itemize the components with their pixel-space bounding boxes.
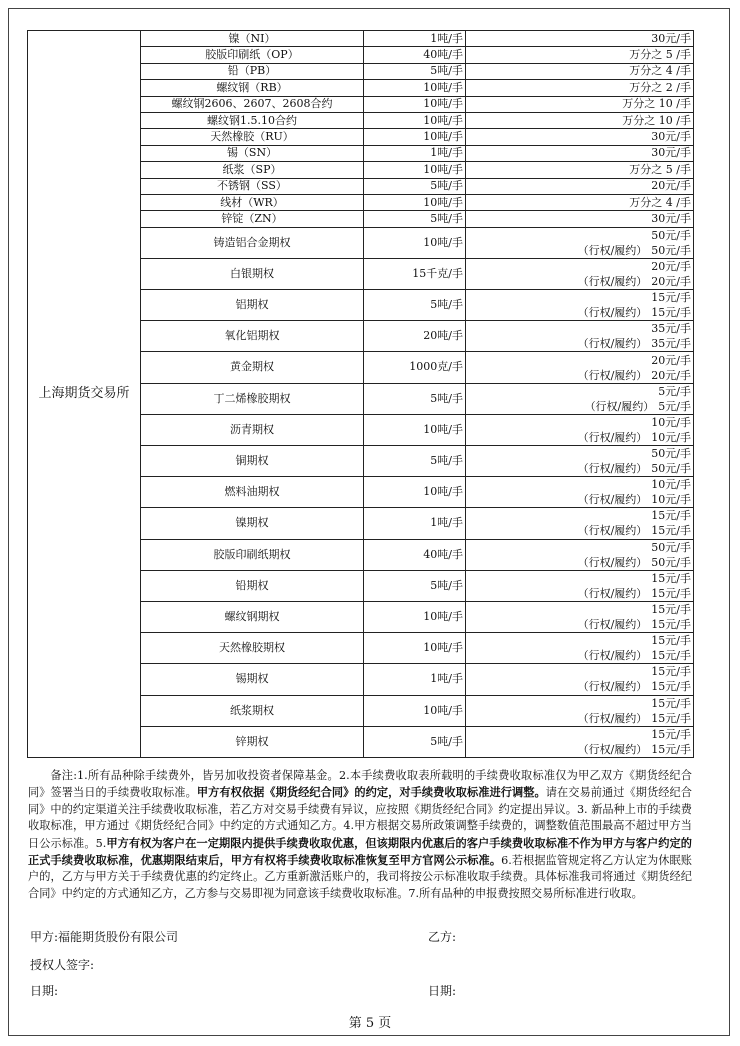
fee-cell <box>466 383 694 414</box>
fee-value: 万分之 4 /手 <box>466 194 694 210</box>
fee-value: 万分之 4 /手 <box>466 63 694 79</box>
fee-line-2 <box>468 305 691 320</box>
product-name: 铅（PB） <box>141 63 364 79</box>
option-name: 铝期权 <box>141 290 364 321</box>
exercise-label: （行权/履约） <box>577 493 648 507</box>
trading-unit: 10吨/手 <box>364 414 466 445</box>
exercise-fee: 10元/手 <box>651 493 691 507</box>
fee-line-1 <box>468 290 691 305</box>
exercise-fee: 15元/手 <box>651 742 691 756</box>
fee-value: 15元/手 <box>651 665 691 679</box>
fee-line-1 <box>468 446 691 461</box>
date-a: 日期: <box>30 984 59 998</box>
remarks-text-2: 请在交易前通过《期货经纪合同》中的约定渠道关注手续费收取标准，若乙方对交易手续费有异议，应按照《期货经纪合同》约定提出异议。3. 新品种上市的手续费收取标准，甲方通过《期货经纪合同》中约定的方式通知乙方。4.甲方根据交易所政策调整手续费的，调整数值范围最高不超过甲方当日公示标准。5. <box>28 786 692 850</box>
fee-value: 10元/手 <box>651 415 691 429</box>
trading-unit: 10吨/手 <box>364 695 466 726</box>
trading-unit: 1000克/手 <box>364 352 466 383</box>
fee-cell <box>466 477 694 508</box>
option-name: 沥青期权 <box>141 414 364 445</box>
exercise-fee: 20元/手 <box>651 274 691 288</box>
exercise-label: （行权/履约） <box>577 742 648 756</box>
exercise-fee: 15元/手 <box>651 711 691 725</box>
fee-line-2 <box>468 648 691 663</box>
trading-unit: 10吨/手 <box>364 194 466 210</box>
fee-line-2 <box>468 492 691 507</box>
option-name: 螺纹钢期权 <box>141 601 364 632</box>
remarks-text-3: 6.若根据监管规定将乙方认定为休眠账户的，乙方与甲方关于手续费优惠的约定终止。乙方重新激活账户的，我司将按公示标准收取手续费。具体标准我司将通过《期货经纪合同》中约定的方式通知乙方，乙方参与交易即视为同意该手续费收取标准。7.所有品种的申报费按照交易所标准进行收取。 <box>28 854 692 900</box>
fee-value: 20元/手 <box>466 178 694 194</box>
fee-value: 万分之 10 /手 <box>466 96 694 112</box>
trading-unit: 5吨/手 <box>364 211 466 227</box>
trading-unit: 1吨/手 <box>364 508 466 539</box>
exercise-fee: 15元/手 <box>651 306 691 320</box>
fee-value: 30元/手 <box>466 211 694 227</box>
exercise-fee: 15元/手 <box>651 618 691 632</box>
fee-line-2 <box>468 523 691 538</box>
fee-line-1 <box>468 696 691 711</box>
option-name: 丁二烯橡胶期权 <box>141 383 364 414</box>
fee-line-2 <box>468 555 691 570</box>
exchange-name: 上海期货交易所 <box>28 31 141 758</box>
exercise-label: （行权/履约） <box>577 243 648 257</box>
exercise-fee: 15元/手 <box>651 586 691 600</box>
fee-line-2 <box>468 679 691 694</box>
trading-unit: 1吨/手 <box>364 31 466 47</box>
trading-unit: 15千克/手 <box>364 258 466 289</box>
party-a: 甲方:福能期货股份有限公司 <box>30 930 179 944</box>
option-name: 天然橡胶期权 <box>141 633 364 664</box>
fee-cell <box>466 290 694 321</box>
fee-table <box>27 30 694 758</box>
trading-unit: 5吨/手 <box>364 570 466 601</box>
option-name: 胶版印刷纸期权 <box>141 539 364 570</box>
fee-line-2 <box>468 461 691 476</box>
exercise-label: （行权/履约） <box>577 649 648 663</box>
product-name: 锡（SN） <box>141 145 364 161</box>
option-name: 锌期权 <box>141 726 364 757</box>
exercise-fee: 5元/手 <box>658 399 691 413</box>
fee-value: 万分之 2 /手 <box>466 80 694 96</box>
exercise-label: （行权/履约） <box>577 274 648 288</box>
remarks-bold-1: 甲方有权依据《期货经纪合同》的约定，对手续费收取标准进行调整。 <box>196 785 546 800</box>
trading-unit: 1吨/手 <box>364 664 466 695</box>
fee-value: 20元/手 <box>651 259 691 273</box>
exercise-fee: 50元/手 <box>651 243 691 257</box>
fee-cell <box>466 352 694 383</box>
product-name: 纸浆（SP） <box>141 162 364 178</box>
fee-cell <box>466 601 694 632</box>
fee-cell <box>466 570 694 601</box>
date-b: 日期: <box>428 984 457 998</box>
trading-unit: 10吨/手 <box>364 477 466 508</box>
fee-cell <box>466 539 694 570</box>
option-name: 铸造铝合金期权 <box>141 227 364 258</box>
table-row <box>28 31 694 47</box>
fee-line-2 <box>468 336 691 351</box>
fee-value: 15元/手 <box>651 634 691 648</box>
trading-unit: 1吨/手 <box>364 145 466 161</box>
exercise-fee: 20元/手 <box>651 368 691 382</box>
fee-value: 35元/手 <box>651 322 691 336</box>
fee-cell <box>466 664 694 695</box>
fee-value: 15元/手 <box>651 603 691 617</box>
trading-unit: 40吨/手 <box>364 47 466 63</box>
trading-unit: 10吨/手 <box>364 96 466 112</box>
fee-value: 万分之 5 /手 <box>466 47 694 63</box>
exercise-label: （行权/履约） <box>577 680 648 694</box>
trading-unit: 5吨/手 <box>364 63 466 79</box>
trading-unit: 10吨/手 <box>364 633 466 664</box>
fee-cell <box>466 695 694 726</box>
fee-line-1 <box>468 664 691 679</box>
exercise-label: （行权/履约） <box>577 306 648 320</box>
product-name: 镍（NI） <box>141 31 364 47</box>
exercise-label: （行权/履约） <box>577 337 648 351</box>
fee-value: 15元/手 <box>651 696 691 710</box>
fee-line-1 <box>468 727 691 742</box>
option-name: 镍期权 <box>141 508 364 539</box>
option-name: 铜期权 <box>141 446 364 477</box>
product-name: 螺纹钢1.5.10合约 <box>141 112 364 128</box>
trading-unit: 40吨/手 <box>364 539 466 570</box>
fee-line-2 <box>468 617 691 632</box>
fee-value: 30元/手 <box>466 145 694 161</box>
exercise-fee: 10元/手 <box>651 430 691 444</box>
fee-value: 10元/手 <box>651 478 691 492</box>
trading-unit: 10吨/手 <box>364 129 466 145</box>
exercise-label: （行权/履约） <box>577 711 648 725</box>
fee-cell <box>466 258 694 289</box>
exercise-label: （行权/履约） <box>577 524 648 538</box>
fee-line-1 <box>468 540 691 555</box>
fee-cell <box>466 633 694 664</box>
fee-line-2 <box>468 742 691 757</box>
remarks-text-1: 备注:1.所有品种除手续费外，皆另加收投资者保障基金。2.本手续费收取表所载明的手续费收取标准仅为甲乙双方《期货经纪合同》签署当日的手续费收取标准。 <box>28 769 692 800</box>
fee-cell <box>466 508 694 539</box>
fee-cell <box>466 227 694 258</box>
exercise-label: （行权/履约） <box>577 368 648 382</box>
exercise-label: （行权/履约） <box>584 399 655 413</box>
product-name: 不锈钢（SS） <box>141 178 364 194</box>
fee-line-1 <box>468 228 691 243</box>
fee-value: 15元/手 <box>651 727 691 741</box>
fee-line-1 <box>468 602 691 617</box>
party-b: 乙方: <box>428 930 457 944</box>
fee-line-1 <box>468 633 691 648</box>
trading-unit: 10吨/手 <box>364 227 466 258</box>
authorized-signature: 授权人签字: <box>30 958 95 972</box>
exercise-fee: 15元/手 <box>651 680 691 694</box>
trading-unit: 10吨/手 <box>364 601 466 632</box>
fee-cell <box>466 414 694 445</box>
exercise-fee: 50元/手 <box>651 555 691 569</box>
fee-line-2 <box>468 430 691 445</box>
option-name: 燃料油期权 <box>141 477 364 508</box>
fee-value: 15元/手 <box>651 571 691 585</box>
fee-cell <box>466 321 694 352</box>
product-name: 螺纹钢（RB） <box>141 80 364 96</box>
fee-value: 15元/手 <box>651 509 691 523</box>
exercise-label: （行权/履约） <box>577 555 648 569</box>
trading-unit: 10吨/手 <box>364 112 466 128</box>
fee-line-2 <box>468 399 691 414</box>
fee-value: 15元/手 <box>651 291 691 305</box>
fee-value: 50元/手 <box>651 540 691 554</box>
fee-line-1 <box>468 321 691 336</box>
product-name: 锌锭（ZN） <box>141 211 364 227</box>
fee-line-2 <box>468 586 691 601</box>
fee-value: 30元/手 <box>466 31 694 47</box>
exercise-label: （行权/履约） <box>577 586 648 600</box>
option-name: 铅期权 <box>141 570 364 601</box>
option-name: 白银期权 <box>141 258 364 289</box>
fee-line-2 <box>468 368 691 383</box>
fee-value: 50元/手 <box>651 447 691 461</box>
trading-unit: 10吨/手 <box>364 80 466 96</box>
exercise-fee: 35元/手 <box>651 337 691 351</box>
fee-line-1 <box>468 384 691 399</box>
remarks <box>28 768 692 902</box>
product-name: 线材（WR） <box>141 194 364 210</box>
option-name: 锡期权 <box>141 664 364 695</box>
fee-value: 万分之 5 /手 <box>466 162 694 178</box>
fee-value: 50元/手 <box>651 228 691 242</box>
trading-unit: 5吨/手 <box>364 383 466 414</box>
product-name: 螺纹钢2606、2607、2608合约 <box>141 96 364 112</box>
trading-unit: 20吨/手 <box>364 321 466 352</box>
trading-unit: 5吨/手 <box>364 178 466 194</box>
fee-line-2 <box>468 243 691 258</box>
exercise-fee: 50元/手 <box>651 462 691 476</box>
trading-unit: 5吨/手 <box>364 726 466 757</box>
trading-unit: 5吨/手 <box>364 446 466 477</box>
fee-cell <box>466 446 694 477</box>
page-number: 第 5 页 <box>348 1016 392 1031</box>
exercise-label: （行权/履约） <box>577 462 648 476</box>
exercise-fee: 15元/手 <box>651 649 691 663</box>
fee-value: 20元/手 <box>651 353 691 367</box>
fee-line-2 <box>468 274 691 289</box>
option-name: 纸浆期权 <box>141 695 364 726</box>
trading-unit: 10吨/手 <box>364 162 466 178</box>
fee-value: 万分之 10 /手 <box>466 112 694 128</box>
exercise-label: （行权/履约） <box>577 618 648 632</box>
fee-cell <box>466 726 694 757</box>
fee-line-1 <box>468 571 691 586</box>
trading-unit: 5吨/手 <box>364 290 466 321</box>
option-name: 氧化铝期权 <box>141 321 364 352</box>
fee-value: 30元/手 <box>466 129 694 145</box>
product-name: 天然橡胶（RU） <box>141 129 364 145</box>
option-name: 黄金期权 <box>141 352 364 383</box>
product-name: 胶版印刷纸（OP） <box>141 47 364 63</box>
fee-value: 5元/手 <box>658 384 691 398</box>
fee-line-1 <box>468 415 691 430</box>
fee-line-1 <box>468 259 691 274</box>
fee-line-2 <box>468 711 691 726</box>
fee-line-1 <box>468 477 691 492</box>
fee-line-1 <box>468 353 691 368</box>
exercise-fee: 15元/手 <box>651 524 691 538</box>
remarks-bold-2: 甲方有权为客户在一定期限内提供手续费收取优惠，但该期限内优惠后的客户手续费收取标准不作为甲方与客户约定的正式手续费收取标准，优惠期限结束后，甲方有权将手续费收取标准恢复至甲方官网公示标准。 <box>28 835 692 868</box>
exercise-label: （行权/履约） <box>577 430 648 444</box>
fee-line-1 <box>468 508 691 523</box>
